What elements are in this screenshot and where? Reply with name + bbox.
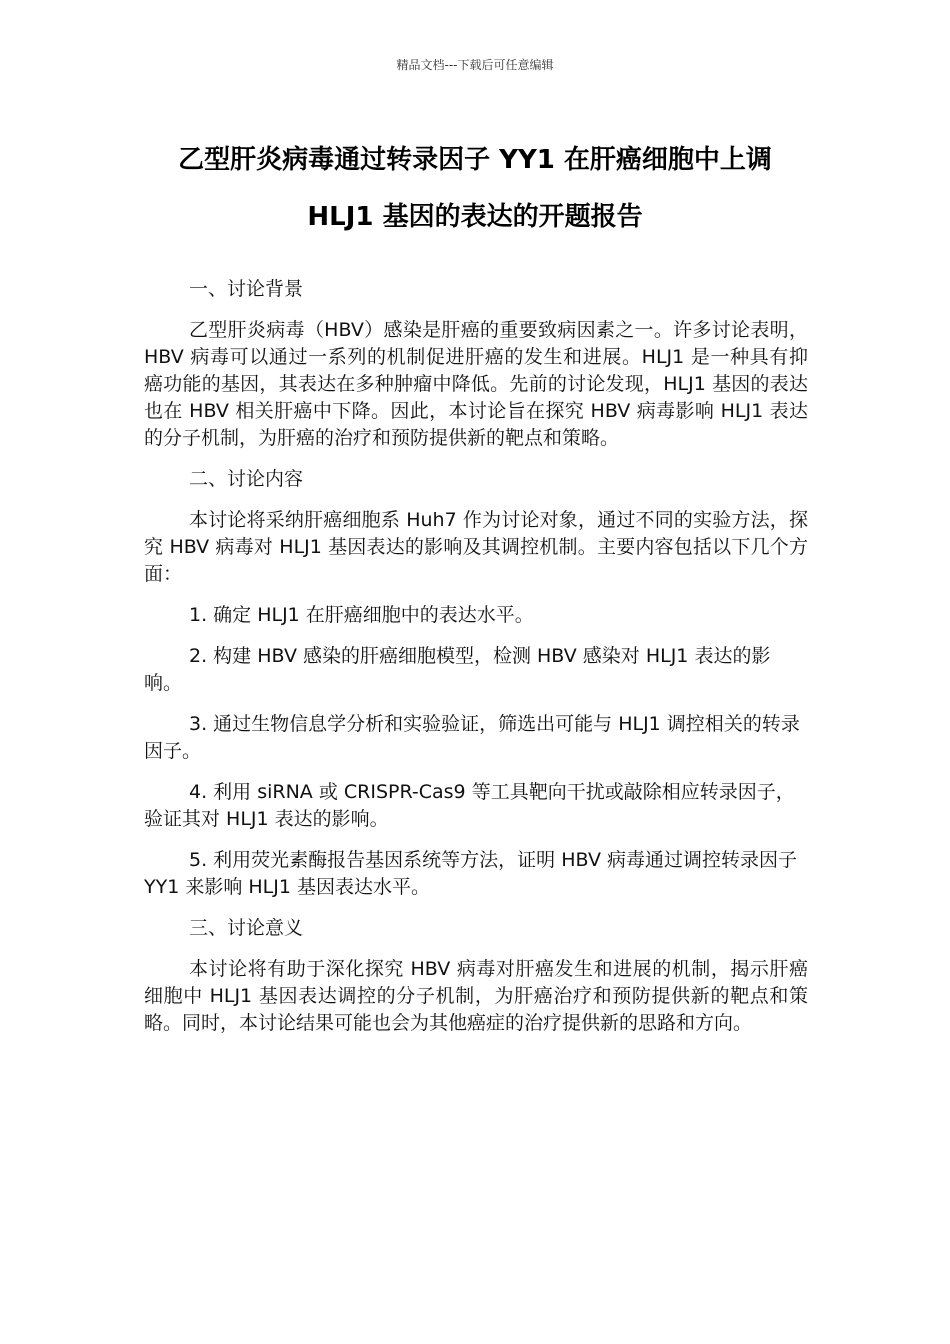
background-paragraph: 乙型肝炎病毒（HBV）感染是肝癌的重要致病因素之一。许多讨论表明，HBV 病毒可以通过一系列的机制促进肝癌的发生和进展。HLJ1 是一种具有抑癌功能的基因，其表达在多种肿瘤中降低。先前的讨论发现，HLJ1 基因的表达也在 HBV 相关肝癌中下降。因此，本讨论旨在探究 HBV 病毒影响 HLJ1 表达的分子机制，为肝癌的治疗和预防提供新的靶点和策略。 [144, 319, 808, 449]
title-line-2: HLJ1 基因的表达的开题报告 [307, 202, 643, 232]
content-intro-paragraph: 本讨论将采纳肝癌细胞系 Huh7 作为讨论对象，通过不同的实验方法，探究 HBV 病毒对 HLJ1 基因表达的影响及其调控机制。主要内容包括以下几个方面： [144, 509, 808, 585]
content-list-item-5: 5. 利用荧光素酶报告基因系统等方法，证明 HBV 病毒通过调控转录因子 YY1 来影响 HLJ1 基因表达水平。 [144, 849, 797, 898]
section-heading-significance: 三、讨论意义 [189, 917, 304, 939]
content-list-item-1: 1. 确定 HLJ1 在肝癌细胞中的表达水平。 [189, 604, 534, 626]
document-title [120, 132, 830, 246]
significance-paragraph: 本讨论将有助于深化探究 HBV 病毒对肝癌发生和进展的机制，揭示肝癌细胞中 HLJ1 基因表达调控的分子机制，为肝癌治疗和预防提供新的靶点和策略。同时，本讨论结果可能也会为其他癌症的治疗提供新的思路和方向。 [144, 958, 808, 1034]
title-line-1: 乙型肝炎病毒通过转录因子 YY1 在肝癌细胞中上调 [178, 145, 772, 175]
section-heading-content: 二、讨论内容 [189, 468, 304, 490]
section-heading-background: 一、讨论背景 [189, 278, 304, 300]
content-list-item-4: 4. 利用 siRNA 或 CRISPR-Cas9 等工具靶向干扰或敲除相应转录因子，验证其对 HLJ1 表达的影响。 [144, 781, 795, 830]
content-list-item-3: 3. 通过生物信息学分析和实验验证，筛选出可能与 HLJ1 调控相关的转录因子。 [144, 713, 800, 762]
document-body [144, 276, 808, 1051]
header-note: 精品文档---下载后可任意编辑 [396, 58, 554, 72]
content-list-item-2: 2. 构建 HBV 感染的肝癌细胞模型，检测 HBV 感染对 HLJ1 表达的影响。 [144, 645, 771, 694]
